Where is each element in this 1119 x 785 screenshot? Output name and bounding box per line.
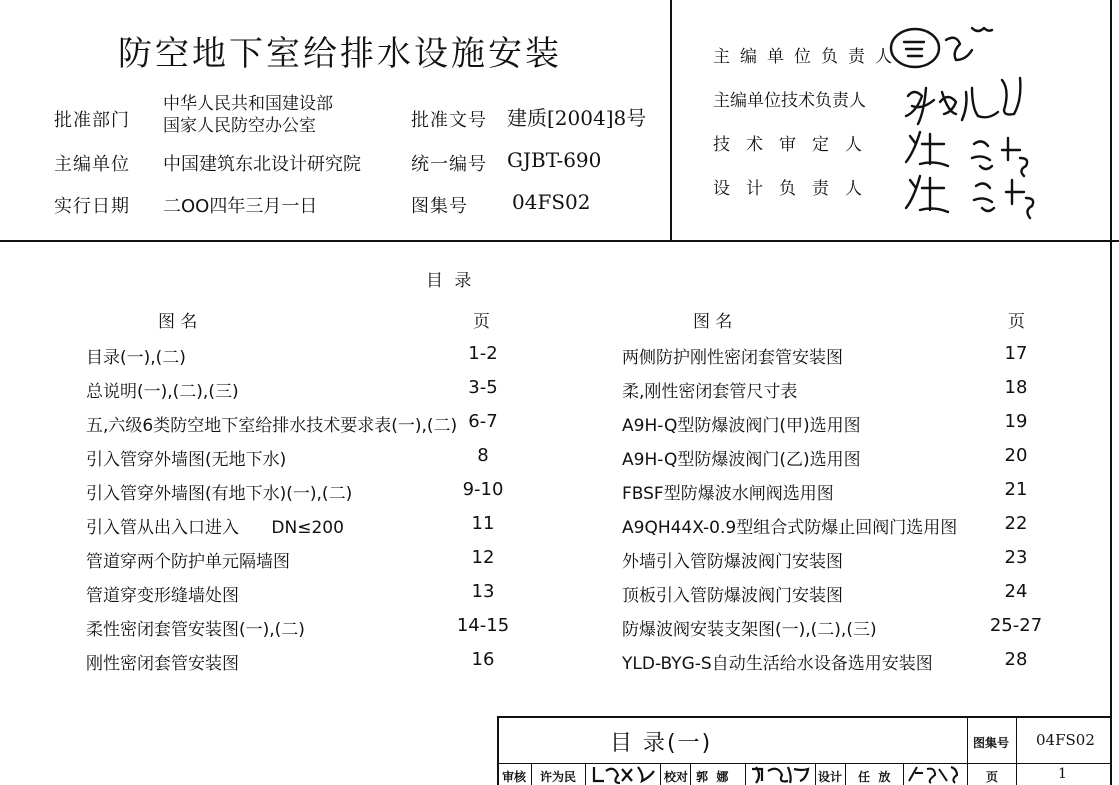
tb-top-line xyxy=(497,716,1111,718)
design-label: 设计 xyxy=(818,770,843,784)
toc-entry[interactable] xyxy=(622,649,933,682)
toc-heading: 目 录 xyxy=(426,271,475,291)
toc-entry[interactable] xyxy=(86,649,239,682)
sheet-title: 目 录(一) xyxy=(610,731,713,756)
header-divider xyxy=(670,0,672,241)
design-name: 任 放 xyxy=(858,770,891,784)
toc-entry[interactable] xyxy=(622,615,877,648)
toc-entry-page: 3-5 xyxy=(468,377,498,398)
toc-entry-name: 顶板引入管防爆波阀门安装图 xyxy=(622,586,843,606)
toc-entry-name: 引入管穿外墙图(有地下水)(一),(二) xyxy=(86,484,353,504)
toc-entry-page: 14-15 xyxy=(456,615,510,636)
toc-right-col-name: 图 名 xyxy=(693,312,733,332)
toc-entry[interactable] xyxy=(86,547,290,580)
toc-entry-page: 20 xyxy=(1004,445,1028,466)
toc-entry-page: 6-7 xyxy=(468,411,498,432)
toc-entry[interactable] xyxy=(86,513,344,546)
toc-entry-page: 21 xyxy=(1004,479,1028,500)
toc-entry[interactable] xyxy=(622,547,843,580)
page-value: 1 xyxy=(1058,766,1067,782)
toc-entry-name: 引入管从出入口进入 DN≤200 xyxy=(86,518,344,538)
toc-entry-page: 13 xyxy=(471,581,495,602)
toc-entry[interactable] xyxy=(86,377,239,410)
toc-entry[interactable] xyxy=(622,581,843,614)
toc-entry-name: 刚性密闭套管安装图 xyxy=(86,654,239,674)
page-label: 页 xyxy=(986,770,999,784)
toc-entry[interactable] xyxy=(86,343,186,376)
approval-dept-label: 批准部门 xyxy=(54,110,130,131)
design-signature xyxy=(905,763,965,785)
unified-no-value: GJBT-690 xyxy=(507,148,602,172)
approval-doc-value: 建质[2004]8号 xyxy=(507,106,647,130)
approval-doc-label: 批准文号 xyxy=(411,110,487,131)
toc-entry-name: 五,六级6类防空地下室给排水技术要求表(一),(二) xyxy=(86,416,458,436)
toc-entry-page: 17 xyxy=(1004,343,1028,364)
tb-left-line xyxy=(497,716,499,785)
toc-entry-page: 19 xyxy=(1004,411,1028,432)
toc-entry[interactable] xyxy=(86,411,457,444)
approval-dept-line1: 中华人民共和国建设部 xyxy=(163,94,333,114)
tb-div-2 xyxy=(1016,716,1017,785)
toc-entry[interactable] xyxy=(86,615,305,648)
review-name: 许为民 xyxy=(540,770,577,784)
tech-reviewer-label: 技术审定人 xyxy=(713,135,878,155)
tb-bdiv xyxy=(531,764,532,785)
effective-date-label: 实行日期 xyxy=(54,196,130,217)
review-signature xyxy=(590,763,658,785)
chief-editor-responsible-label: 主编单位负责人 xyxy=(713,47,902,67)
toc-entry[interactable] xyxy=(622,479,834,512)
toc-entry[interactable] xyxy=(622,513,957,546)
editor-unit-label: 主编单位 xyxy=(54,154,130,175)
tb-bdiv xyxy=(585,764,586,785)
check-name: 郭 娜 xyxy=(696,770,729,784)
toc-entry-name: 管道穿两个防护单元隔墙图 xyxy=(86,552,290,572)
toc-entry-name: 防爆波阀安装支架图(一),(二),(三) xyxy=(622,620,877,640)
toc-left-col-page: 页 xyxy=(473,312,490,332)
editor-unit-value: 中国建筑东北设计研究院 xyxy=(163,154,361,175)
toc-entry-name: 目录(一),(二) xyxy=(86,348,186,368)
toc-entry[interactable] xyxy=(86,479,352,512)
toc-entry-page: 9-10 xyxy=(462,479,504,500)
tb-bdiv xyxy=(745,764,746,785)
toc-entry-name: A9H-Q型防爆波阀门(甲)选用图 xyxy=(622,416,861,436)
toc-entry-page: 28 xyxy=(1004,649,1028,670)
toc-entry[interactable] xyxy=(86,581,239,614)
toc-entry-name: 两侧防护刚性密闭套管安装图 xyxy=(622,348,843,368)
toc-entry-page: 1-2 xyxy=(468,343,498,364)
handwritten-signatures xyxy=(880,18,1110,228)
toc-entry-name: 管道穿变形缝墙处图 xyxy=(86,586,239,606)
header-bottom-border xyxy=(0,240,1119,242)
toc-entry-name: 外墙引入管防爆波阀门安装图 xyxy=(622,552,843,572)
effective-date-value: 二OO四年三月一日 xyxy=(163,196,318,217)
toc-entry-name: A9H-Q型防爆波阀门(乙)选用图 xyxy=(622,450,861,470)
review-label: 审核 xyxy=(502,770,527,784)
design-responsible-label: 设计负责人 xyxy=(713,179,878,199)
tb-bdiv xyxy=(845,764,846,785)
toc-entry-name: YLD-BYG-S自动生活给水设备选用安装图 xyxy=(622,654,933,674)
toc-entry-page: 18 xyxy=(1004,377,1028,398)
toc-entry-page: 12 xyxy=(471,547,495,568)
check-label: 校对 xyxy=(664,770,689,784)
toc-entry-page: 22 xyxy=(1004,513,1028,534)
atlas-no-value: 04FS02 xyxy=(512,190,591,214)
toc-left-col-name: 图 名 xyxy=(158,312,198,332)
tb-bdiv xyxy=(815,764,816,785)
toc-entry[interactable] xyxy=(622,445,861,478)
chief-tech-responsible-label: 主编单位技术负责人 xyxy=(713,91,866,111)
tb-bdiv xyxy=(903,764,904,785)
toc-entry-name: 柔性密闭套管安装图(一),(二) xyxy=(86,620,305,640)
tb-atlas-value: 04FS02 xyxy=(1036,731,1095,749)
toc-entry-name: 柔,刚性密闭套管尺寸表 xyxy=(622,382,798,402)
unified-no-label: 统一编号 xyxy=(411,154,487,175)
toc-entry-name: A9QH44X-0.9型组合式防爆止回阀门选用图 xyxy=(622,518,958,538)
toc-right-col-page: 页 xyxy=(1008,312,1025,332)
toc-entry[interactable] xyxy=(622,343,843,376)
tb-div-1 xyxy=(967,716,968,785)
toc-entry-page: 11 xyxy=(471,513,495,534)
toc-entry[interactable] xyxy=(622,411,861,444)
toc-entry-page: 16 xyxy=(471,649,495,670)
tb-bdiv xyxy=(660,764,661,785)
approval-dept-line2: 国家人民防空办公室 xyxy=(163,116,316,136)
toc-entry-page: 24 xyxy=(1004,581,1028,602)
toc-entry[interactable] xyxy=(622,377,797,410)
tb-atlas-label: 图集号 xyxy=(973,736,1010,750)
toc-entry-page: 23 xyxy=(1004,547,1028,568)
right-border xyxy=(1110,0,1112,785)
atlas-no-label: 图集号 xyxy=(411,196,468,217)
toc-entry-page: 8 xyxy=(477,445,489,466)
tb-bdiv xyxy=(690,764,691,785)
toc-entry-name: 总说明(一),(二),(三) xyxy=(86,382,239,402)
atlas-title: 防空地下室给排水设施安装 xyxy=(118,34,562,74)
check-signature xyxy=(748,763,814,785)
toc-entry-name: 引入管穿外墙图(无地下水) xyxy=(86,450,287,470)
toc-entry-page: 25-27 xyxy=(989,615,1043,636)
toc-entry[interactable] xyxy=(86,445,286,478)
toc-entry-name: FBSF型防爆波水闸阀选用图 xyxy=(622,484,834,504)
